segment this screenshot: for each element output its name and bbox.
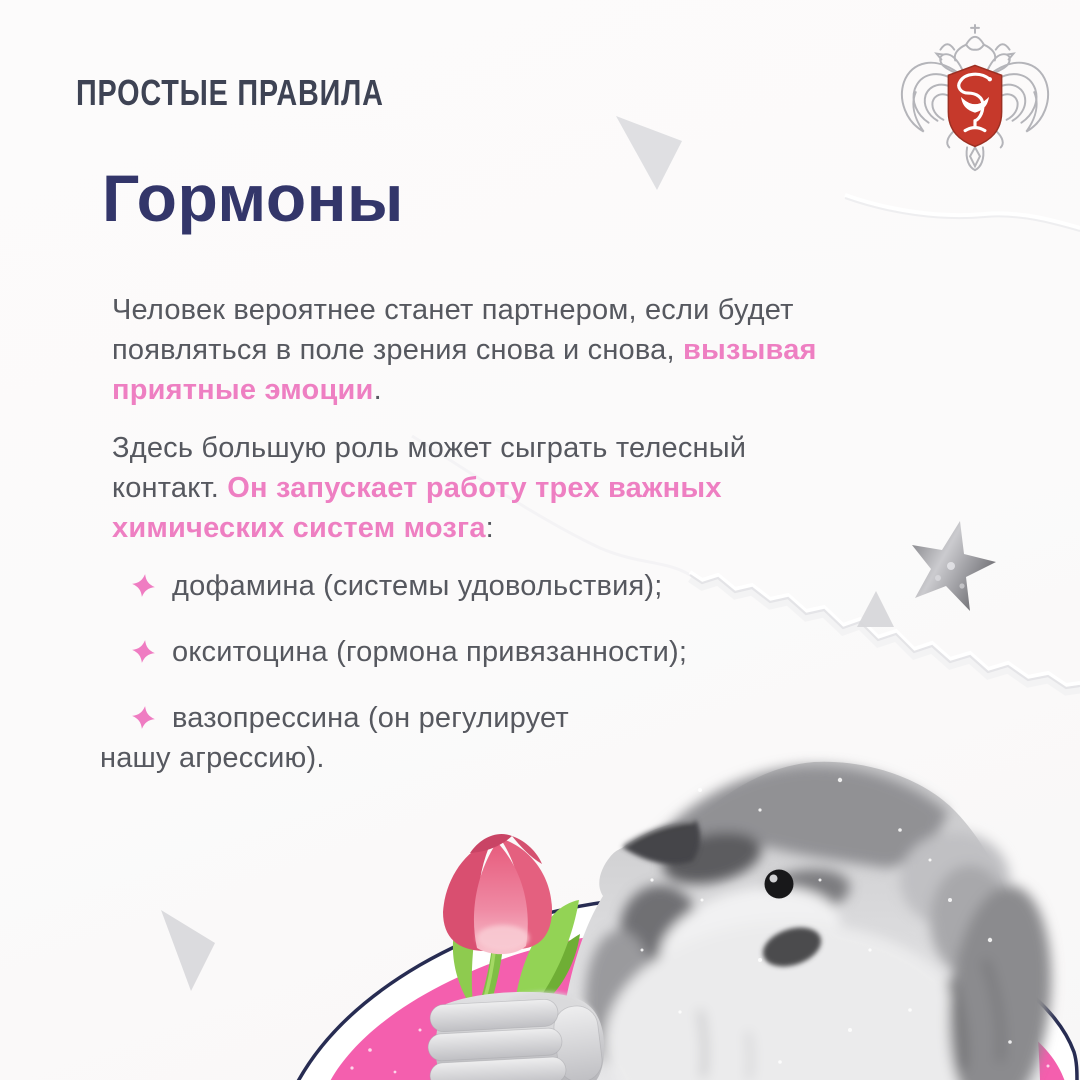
sparkle-bullet-icon xyxy=(132,706,155,729)
sparkle-bullet-icon xyxy=(132,574,155,597)
tulip-stem xyxy=(484,950,497,1008)
paragraph-contact xyxy=(112,428,827,548)
sparrow-illustration xyxy=(558,762,1062,1080)
paragraph-text: : xyxy=(485,512,494,544)
hand-fingers xyxy=(427,999,566,1080)
sparrow-cheek-spot xyxy=(758,921,826,974)
sparrow-eye xyxy=(765,870,794,899)
page-title: Гормоны xyxy=(102,161,404,235)
list-item-dopamine xyxy=(100,566,800,606)
brand-logo: ПРОСТЫЕ ПРАВИЛА xyxy=(76,72,384,113)
list-item-text: вазопрессина (он регулирует xyxy=(172,702,569,734)
paragraph-text: Человек вероятнее станет партнером, если будет появляться в поле зрения снова и снова, xyxy=(112,294,794,366)
list-item-text: дофамина (системы удовольствия); xyxy=(172,570,663,602)
paragraph-text: Здесь большую роль может сыграть телесный контакт. xyxy=(112,432,747,504)
star-decoration xyxy=(912,521,996,611)
health-ministry-emblem-icon xyxy=(896,20,1054,180)
pink-blob xyxy=(328,929,1066,1080)
triangle-decoration-right xyxy=(857,591,894,627)
tulip-flower xyxy=(443,834,552,954)
accent-text-pleasant-emotions: вызывая приятные эмоции xyxy=(112,334,817,406)
list-item-text: окситоцина (гормона привязанности); xyxy=(172,636,688,668)
triangle-decoration-bottom-left xyxy=(161,910,215,991)
list-item-text-wrap: нашу агрессию). xyxy=(100,742,325,774)
paragraph-text: . xyxy=(373,374,382,406)
triangle-decoration-top xyxy=(616,116,682,190)
sparkle-bullet-icon xyxy=(132,640,155,663)
white-ellipse-plate xyxy=(296,896,1077,1080)
hormone-list xyxy=(100,566,800,804)
tulip-leaves xyxy=(453,900,580,1008)
accent-text-brain-systems: Он запускает работу трех важных химических систем мозга xyxy=(112,472,722,544)
paragraph-attraction xyxy=(112,290,827,410)
list-item-oxytocin xyxy=(100,632,800,672)
sparrow-beak xyxy=(622,820,700,864)
ellipse-outline xyxy=(296,896,1077,1080)
list-item-vasopressin xyxy=(100,698,800,778)
hand-thumb xyxy=(552,1004,605,1080)
pink-blob-speckles xyxy=(350,1005,1049,1074)
hand-illustration xyxy=(427,992,604,1080)
torn-paper-edge-top xyxy=(845,195,1080,231)
snow-speckles xyxy=(641,778,1012,1064)
